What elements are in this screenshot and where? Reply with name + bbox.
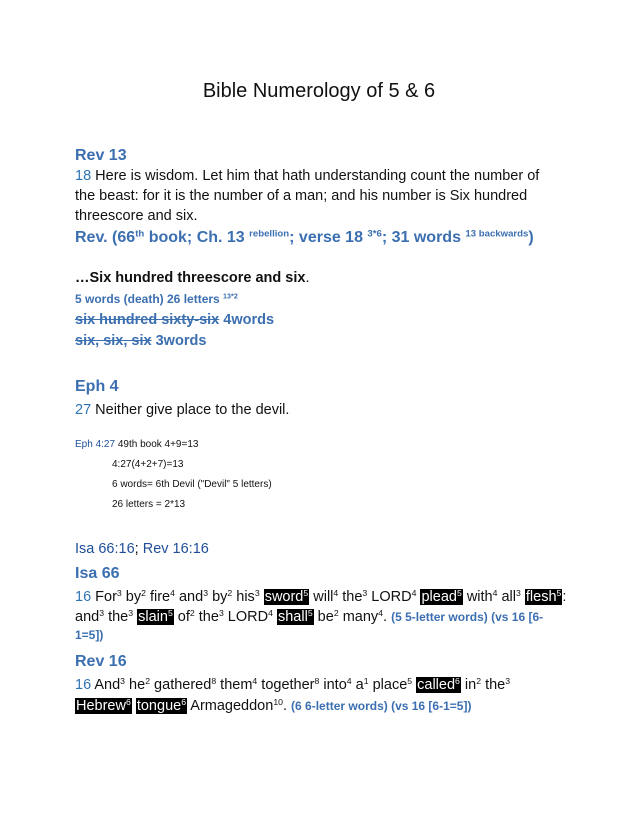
- strike-text-2: six, six, six: [75, 333, 152, 349]
- rev13-strike-line1: [75, 312, 274, 328]
- rev13-letters: [75, 292, 238, 306]
- summary-part-c: ; verse 18: [289, 229, 368, 246]
- summary-sup-36: 3*6: [367, 228, 382, 240]
- summary-part-a: Rev. (66: [75, 229, 136, 246]
- rev13-verse-text-1: Here is wisdom. Let him that hath understanding count the number of: [95, 168, 540, 184]
- rev13-verse-number: 18: [75, 168, 92, 184]
- summary-part-e: ): [528, 229, 534, 246]
- eph4-heading: Eph 4: [75, 378, 119, 395]
- summary-part-d: ; 31 words: [381, 229, 466, 246]
- eph4-note4: 26 letters = 2*13: [112, 499, 186, 510]
- rev13-verse-line1: [75, 166, 539, 186]
- rev13-strike-line2: [75, 333, 206, 349]
- cross-refs: [75, 541, 209, 557]
- ref-rev[interactable]: Rev 16:16: [142, 541, 209, 557]
- summary-sup-rebellion: rebellion: [249, 228, 290, 240]
- rev16-verse-line2: Hebrew$^6$ tongue$^6$ Armageddon$^{10}$. (6 6-letter words) (vs 16 [6-1=5]): [76, 696, 472, 714]
- rev16-tail: (6 6-letter words) (vs 16 [6-1=5]): [291, 699, 472, 713]
- letters-text: 5 words (death) 26 letters: [75, 292, 224, 306]
- strike-tail-2: 3words: [151, 333, 207, 349]
- rev13-verse-text-3: threescore and six.: [75, 208, 198, 224]
- strike-tail-1: 4words: [219, 312, 275, 328]
- eph4-ref: Eph 4:27: [75, 439, 116, 450]
- rev16-heading: Rev 16: [75, 653, 127, 670]
- isa66-verse-line1: 16 For$^3$ $by^2$ fire$^4$ and$^3$ $by^2$ his$^3$ sword$^5$ will$^4$ the$^3$ LORD$^4$ plead$^5$ with$^4$ all$^3$ flesh$^5$:: [75, 587, 567, 605]
- eph4-verse-text: Neither give place to the devil.: [95, 402, 290, 418]
- summary-sup-th: th: [135, 228, 145, 240]
- eph4-note3: 6 words= 6th Devil ("Devil" 5 letters): [112, 479, 272, 490]
- phrase-bold: …Six hundred threescore and six: [75, 270, 306, 286]
- strike-text-1: six hundred sixty-six: [75, 312, 220, 328]
- eph4-note1: 49th book 4+9=13: [115, 439, 199, 450]
- ref-separator: ;: [134, 541, 143, 557]
- isa66-verse-line2: and$^3$ the$^3$ slain$^5$ $of^2$ the$^3$ LORD$^4$ shall$^5$ $be^2$ many$^4$. (5 5-letter words) (vs 16 [6-: [75, 607, 544, 625]
- eph4-note2: 4:27(4+2+7)=13: [112, 459, 184, 470]
- isa66-verse-number: 16: [75, 589, 92, 605]
- phrase-end: .: [305, 270, 310, 286]
- rev16-verse-number: 16: [75, 677, 92, 693]
- eph4-verse-number: 27: [75, 402, 92, 418]
- rev13-phrase: [75, 270, 310, 286]
- page-title: Bible Numerology of 5 & 6: [202, 80, 436, 102]
- isa66-tail: (5 5-letter words) (vs 16 [6-: [391, 610, 544, 624]
- summary-sup-13-backwards: 13 backwards: [465, 228, 529, 240]
- isa66-heading: Isa 66: [75, 565, 120, 582]
- rev16-verse-line1: 16 And$^3$ $he^2$ gathered$^8$ them$^4$ together$^8$ into$^4$ $a^1$ place$^5$ called$^6$ $in^2$ the$^3$: [75, 675, 511, 693]
- summary-part-b: book; Ch. 13: [144, 229, 250, 246]
- rev13-heading: Rev 13: [75, 147, 127, 164]
- rev13-summary: [75, 229, 534, 247]
- isa66-tail-2: 1=5]): [75, 628, 104, 642]
- eph4-note-line1: [75, 439, 198, 450]
- rev13-verse-text-2: the beast: for it is the number of a man; and his number is Six hundred: [75, 188, 528, 204]
- eph4-verse: [75, 400, 289, 420]
- ref-isa[interactable]: Isa 66:16: [75, 541, 135, 557]
- letters-sup: 13*2: [223, 291, 238, 301]
